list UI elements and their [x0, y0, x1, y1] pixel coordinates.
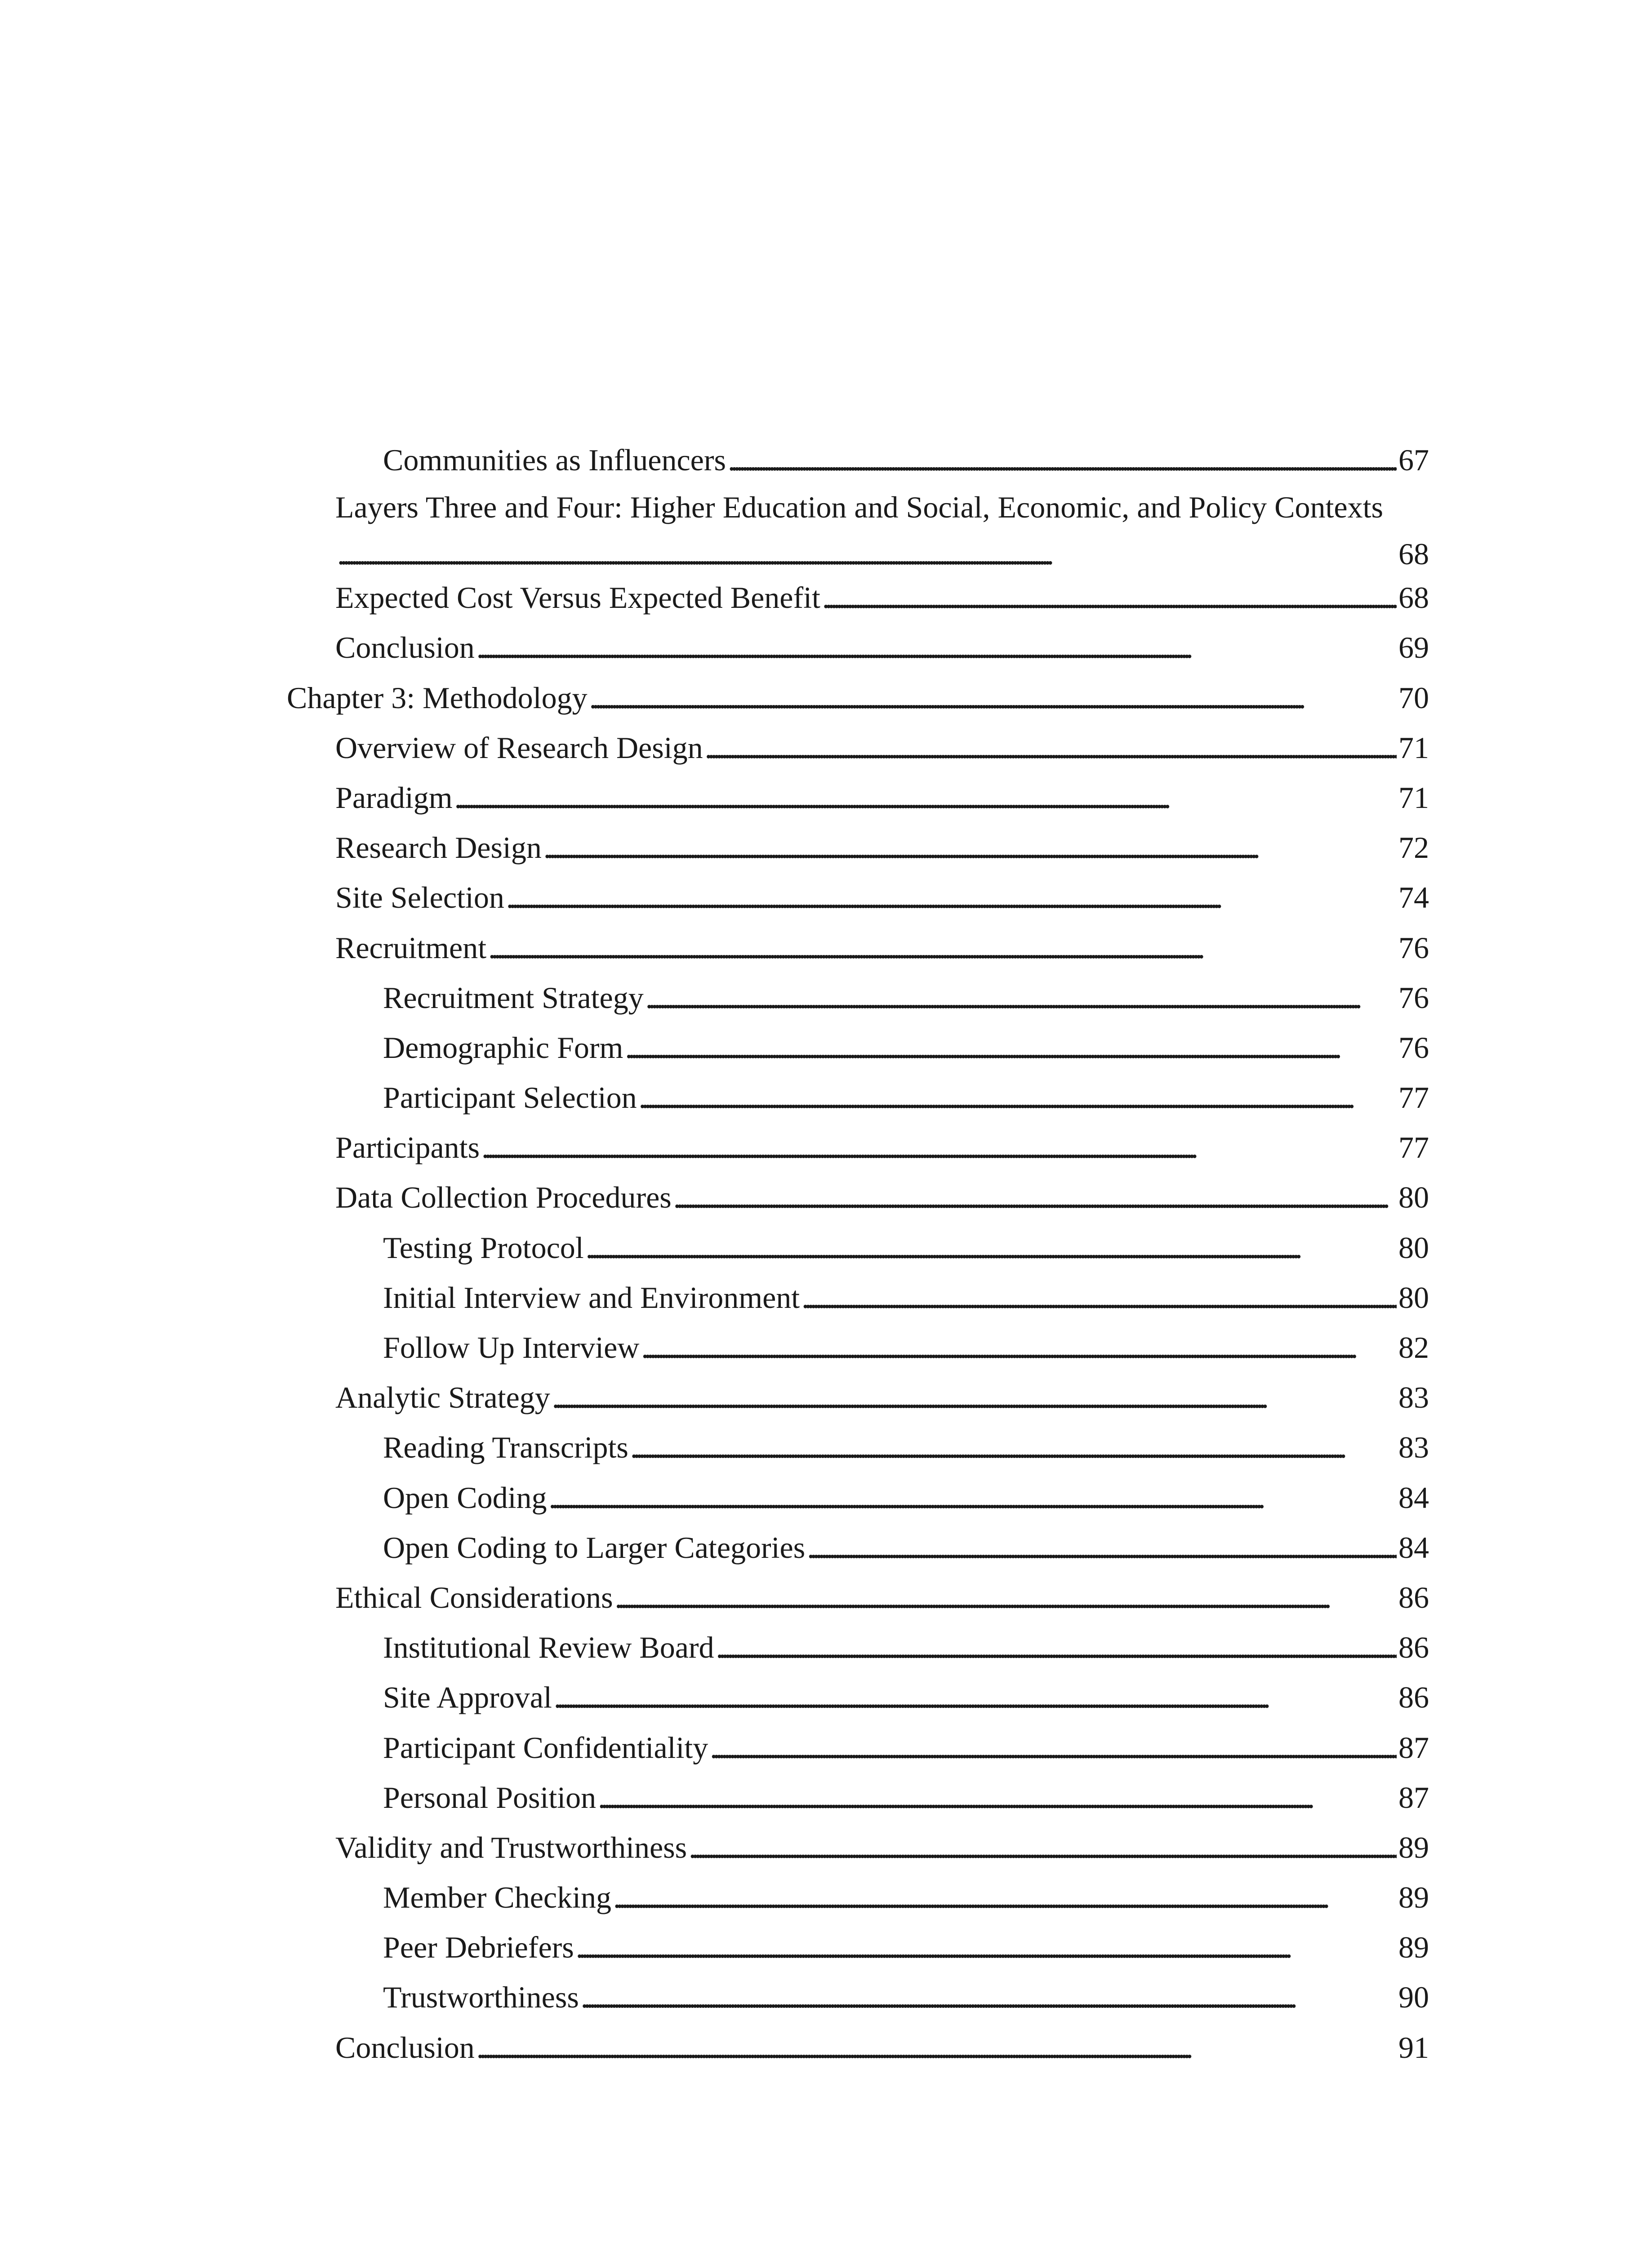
- toc-entry-page-number: 87: [1398, 1730, 1429, 1765]
- toc-entry-title: Data Collection Procedures: [335, 1180, 672, 1215]
- toc-entry: [287, 673, 1429, 723]
- toc-entry-title: Participant Selection: [383, 1080, 637, 1115]
- table-of-contents: [287, 435, 1429, 2073]
- toc-dot-leader: [807, 1523, 1397, 1573]
- toc-entry: [287, 923, 1429, 973]
- toc-entry-page-number: 91: [1398, 2030, 1429, 2065]
- toc-entry-title: Follow Up Interview: [383, 1330, 640, 1365]
- toc-entry: [287, 1823, 1429, 1873]
- toc-entry-page-number: 77: [1398, 1080, 1429, 1115]
- toc-entry-title: Site Approval: [383, 1680, 552, 1715]
- toc-entry: [287, 823, 1429, 873]
- toc-entry-title: Communities as Influencers: [383, 443, 726, 477]
- toc-dot-leader: [481, 1123, 1397, 1173]
- toc-entry: [287, 573, 1429, 623]
- toc-entry-title: Testing Protocol: [383, 1230, 584, 1265]
- toc-entry-page-number: 76: [1398, 1030, 1429, 1065]
- toc-entry-page-number: 76: [1398, 980, 1429, 1015]
- toc-entry: [287, 1273, 1429, 1323]
- toc-entry-title: Reading Transcripts: [383, 1430, 628, 1465]
- toc-entry: [287, 1723, 1429, 1773]
- toc-entry: [287, 1873, 1429, 1922]
- toc-entry-page-number: 80: [1398, 1280, 1429, 1315]
- toc-entry: [287, 1473, 1429, 1523]
- toc-entry-title: Conclusion: [335, 2030, 475, 2065]
- toc-entry-title: Open Coding: [383, 1480, 547, 1515]
- toc-entry-page-number: 70: [1398, 680, 1429, 715]
- toc-dot-leader: [673, 1173, 1397, 1222]
- toc-entry: [287, 623, 1429, 673]
- toc-entry-title: Recruitment Strategy: [383, 980, 644, 1015]
- toc-entry: [287, 1922, 1429, 1972]
- toc-entry-title: Trustworthiness: [383, 1980, 579, 2015]
- toc-entry: [287, 1373, 1429, 1423]
- toc-entry: [287, 435, 1429, 485]
- toc-entry-page-number: 69: [1398, 630, 1429, 665]
- toc-entry-page-number: 87: [1398, 1780, 1429, 1815]
- toc-entry-title: Analytic Strategy: [335, 1380, 550, 1415]
- toc-dot-leader: [554, 1673, 1397, 1722]
- toc-entry-page-number: 82: [1398, 1330, 1429, 1365]
- toc-entry-title: Participants: [335, 1130, 480, 1165]
- toc-entry-page-number: 76: [1398, 930, 1429, 965]
- toc-entry: [287, 1073, 1429, 1123]
- toc-entry-title: Member Checking: [383, 1880, 611, 1915]
- toc-entry: [287, 1123, 1429, 1173]
- toc-entry-title: Recruitment: [335, 930, 487, 965]
- toc-entry-title: Peer Debriefers: [383, 1930, 574, 1965]
- toc-entry-page-number: 80: [1398, 1180, 1429, 1215]
- toc-entry-page-number: 80: [1398, 1230, 1429, 1265]
- toc-entry-page-number: 83: [1398, 1380, 1429, 1415]
- toc-entry-title: Site Selection: [335, 880, 504, 915]
- toc-dot-leader: [630, 1423, 1397, 1472]
- toc-dot-leader: [625, 1023, 1397, 1073]
- toc-entry: [287, 1173, 1429, 1222]
- toc-dot-leader: [689, 1823, 1397, 1873]
- toc-entry: [287, 773, 1429, 823]
- toc-dot-leader: [822, 573, 1397, 623]
- toc-entry: [287, 1972, 1429, 2022]
- toc-dot-leader: [337, 529, 1397, 579]
- toc-dot-leader: [598, 1773, 1397, 1823]
- toc-entry: [287, 1673, 1429, 1722]
- toc-entry-page-number: 74: [1398, 880, 1429, 915]
- toc-dot-leader: [576, 1922, 1397, 1972]
- toc-entry: [287, 1523, 1429, 1573]
- toc-entry: [287, 1573, 1429, 1623]
- toc-dot-leader: [639, 1073, 1397, 1123]
- toc-entry-title: Layers Three and Four: Higher Education and Social, Economic, and Policy Contexts: [335, 490, 1383, 525]
- toc-dot-leader: [705, 723, 1397, 773]
- toc-dot-leader: [615, 1573, 1397, 1623]
- toc-entry-title: Overview of Research Design: [335, 730, 703, 765]
- toc-dot-leader: [581, 1972, 1397, 2022]
- toc-entry-page-number: 68: [1398, 580, 1429, 615]
- toc-entry-title: Chapter 3: Methodology: [287, 680, 588, 715]
- toc-dot-leader: [488, 923, 1397, 973]
- toc-dot-leader: [589, 673, 1397, 723]
- toc-entry: [287, 973, 1429, 1023]
- toc-dot-leader: [646, 973, 1397, 1023]
- toc-dot-leader: [543, 823, 1397, 873]
- toc-entry-title: Personal Position: [383, 1780, 597, 1815]
- toc-entry-title: Participant Confidentiality: [383, 1730, 708, 1765]
- toc-dot-leader: [728, 435, 1397, 485]
- toc-entry: [287, 1323, 1429, 1373]
- toc-dot-leader: [454, 773, 1397, 823]
- toc-entry-title: Expected Cost Versus Expected Benefit: [335, 580, 820, 615]
- toc-entry-title: Institutional Review Board: [383, 1630, 714, 1665]
- toc-entry-page-number: 89: [1398, 1930, 1429, 1965]
- toc-entry: [287, 1423, 1429, 1472]
- toc-entry-title: Ethical Considerations: [335, 1580, 613, 1615]
- toc-entry: [287, 723, 1429, 773]
- toc-entry-page-number: 77: [1398, 1130, 1429, 1165]
- toc-entry: [287, 1623, 1429, 1673]
- toc-entry-page-number: 71: [1398, 780, 1429, 815]
- toc-entry-title: Initial Interview and Environment: [383, 1280, 800, 1315]
- toc-dot-leader: [586, 1223, 1397, 1273]
- toc-dot-leader: [641, 1323, 1397, 1373]
- toc-entry: [287, 873, 1429, 923]
- toc-dot-leader: [549, 1473, 1397, 1523]
- toc-entry-title: Conclusion: [335, 630, 475, 665]
- toc-dot-leader: [552, 1373, 1397, 1423]
- toc-entry-title: Paradigm: [335, 780, 453, 815]
- toc-dot-leader: [476, 623, 1397, 673]
- toc-entry: [287, 485, 1429, 573]
- toc-entry-page-number: 86: [1398, 1680, 1429, 1715]
- toc-entry-page-number: 86: [1398, 1630, 1429, 1665]
- toc-entry-page-number: 89: [1398, 1830, 1429, 1864]
- toc-entry-title: Validity and Trustworthiness: [335, 1830, 687, 1864]
- toc-entry-page-number: 67: [1398, 443, 1429, 477]
- toc-entry-page-number: 84: [1398, 1530, 1429, 1565]
- toc-dot-leader: [716, 1623, 1397, 1673]
- toc-entry-page-number: 89: [1398, 1880, 1429, 1915]
- toc-entry-page-number: 86: [1398, 1580, 1429, 1615]
- toc-entry-page-number: 84: [1398, 1480, 1429, 1515]
- toc-entry-title: Open Coding to Larger Categories: [383, 1530, 806, 1565]
- toc-entry-title: Research Design: [335, 830, 542, 865]
- toc-dot-leader: [802, 1273, 1397, 1323]
- toc-dot-leader: [476, 2023, 1397, 2073]
- toc-entry-page-number: 71: [1398, 730, 1429, 765]
- toc-dot-leader: [506, 873, 1397, 923]
- toc-entry: [287, 1023, 1429, 1073]
- toc-entry: [287, 2023, 1429, 2073]
- toc-dot-leader: [710, 1723, 1397, 1773]
- toc-dot-leader: [613, 1873, 1397, 1922]
- toc-entry: [287, 1223, 1429, 1273]
- toc-entry-page-number: 90: [1398, 1980, 1429, 2015]
- toc-entry-title: Demographic Form: [383, 1030, 623, 1065]
- toc-entry: [287, 1773, 1429, 1823]
- toc-entry-page-number: 83: [1398, 1430, 1429, 1465]
- toc-entry-page-number: 68: [1398, 537, 1429, 571]
- toc-entry-page-number: 72: [1398, 830, 1429, 865]
